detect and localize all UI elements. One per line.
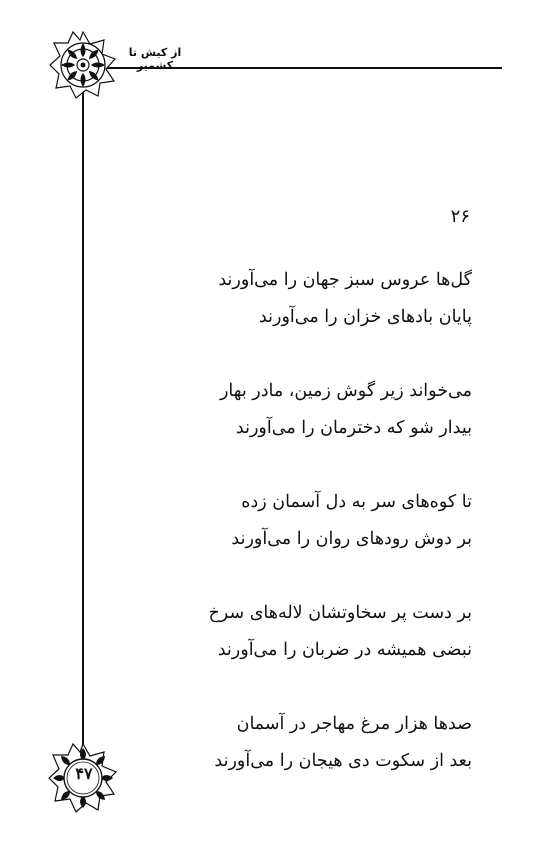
verse-line: پایان بادهای خزان را می‌آورند	[258, 307, 472, 327]
stanza	[160, 706, 472, 780]
margin-rule-vertical	[82, 60, 84, 780]
verse-line: نبضی همیشه در ضربان را می‌آورند	[217, 640, 472, 660]
verse-line: بر دست پر سخاوتشان لاله‌های سرخ	[208, 603, 472, 623]
verse-line: صدها هزار مرغ مهاجر در آسمان	[236, 714, 472, 734]
stanza	[160, 595, 472, 669]
stanza	[160, 484, 472, 558]
verse-line: می‌خواند زیر گوش زمین، مادر بهار	[219, 381, 472, 401]
verse-line: بیدار شو که دخترمان را می‌آورند	[235, 418, 472, 438]
stanza	[160, 373, 472, 447]
book-title: از کیش تا کشمیر	[128, 46, 182, 72]
arabesque-rosette-icon	[48, 30, 118, 104]
page-number: ۴۷	[75, 764, 93, 783]
verse-line: گل‌ها عروس سبز جهان را می‌آورند	[218, 270, 472, 290]
verse-line: تا کوه‌های سر به دل آسمان زده	[241, 492, 472, 512]
poem-body	[160, 262, 472, 817]
stanza	[160, 262, 472, 336]
verse-line: بر دوش رودهای روان را می‌آورند	[231, 529, 472, 549]
verse-line: بعد از سکوت دی هیجان را می‌آورند	[214, 751, 472, 771]
poem-number: ۲۶	[450, 206, 470, 227]
